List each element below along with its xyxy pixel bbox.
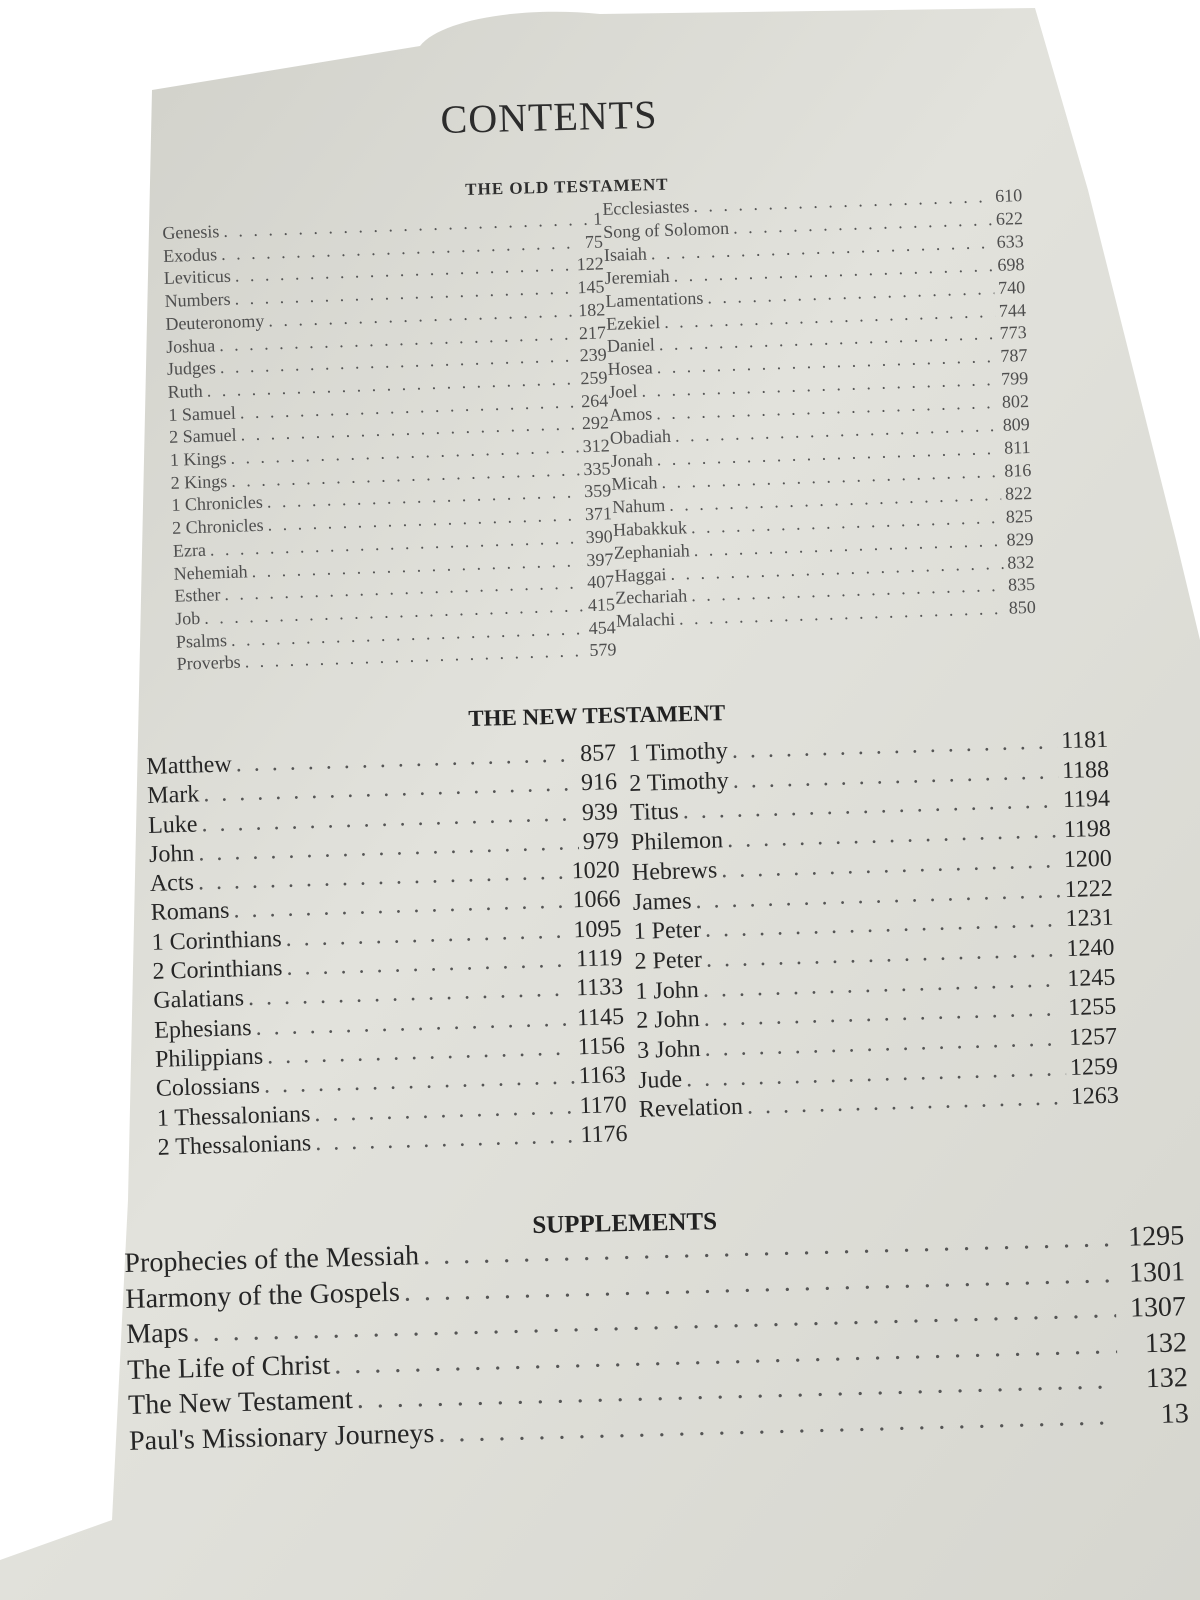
toc-entry-page-number: 811 [1003,436,1031,458]
toc-entry-title: Ezra [172,539,207,561]
toc-entry-title: Numbers [164,288,231,312]
toc-entry-page-number: 1 [592,208,603,229]
toc-entry-title: 2 Corinthians [152,955,283,985]
toc-entry-title: Joshua [165,334,216,357]
toc-entry-page-number: 1188 [1061,756,1110,784]
toc-entry-page-number: 1231 [1065,904,1114,933]
toc-entry-title: Malachi [615,609,676,632]
toc-entry-title: 1 Thessalonians [156,1100,311,1132]
toc-entry-title: Judges [166,357,217,380]
toc-entry-page-number: 939 [581,798,619,826]
new-testament-heading: THE NEW TESTAMENT [468,700,726,731]
toc-entry-page-number: 622 [995,207,1024,229]
toc-entry-page-number: 698 [997,253,1025,275]
toc-entry-title: 2 Samuel [168,424,237,448]
toc-entry-page-number: 916 [580,769,618,797]
toc-entry-title: Jude [637,1066,683,1094]
toc-entry-page-number: 787 [1000,345,1028,367]
toc-entry-page-number: 1257 [1068,1023,1118,1052]
supplements-list [124,1218,1189,1459]
toc-entry-title: Ezekiel [605,311,661,334]
toc-entry-page-number: 633 [996,230,1024,252]
toc-entry-title: Exodus [162,243,218,266]
toc-entry-page-number: 292 [581,412,610,434]
toc-entry-title: Nehemiah [173,560,248,584]
toc-entry-page-number: 264 [580,389,609,411]
toc-entry-page-number: 75 [584,231,604,252]
toc-entry-title: Leviticus [163,266,232,289]
toc-entry-page-number: 1263 [1070,1083,1120,1111]
toc-entry-page-number: 259 [580,367,608,389]
toc-entry-title: 1 Chronicles [171,492,264,516]
toc-entry-title: Revelation [638,1094,744,1124]
toc-entry-title: 1 Peter [633,917,702,946]
toc-entry-title: Psalms [175,629,228,652]
toc-entry-page-number: 454 [588,616,617,638]
toc-entry-title: The New Testament [127,1384,354,1421]
toc-entry-page-number: 1163 [578,1062,627,1090]
toc-entry-page-number: 1194 [1062,786,1111,814]
toc-entry-page-number: 1255 [1067,993,1117,1022]
new-testament-right-column [628,726,1119,1126]
toc-entry-page-number: 239 [579,344,607,366]
toc-entry-title: Isaiah [603,243,648,265]
toc-entry-title: Matthew [146,751,233,780]
toc-entry-page-number: 335 [583,458,611,479]
toc-entry-title: Titus [629,798,680,827]
toc-entry-page-number: 829 [1006,528,1034,550]
toc-entry-page-number: 145 [577,276,605,298]
toc-entry-title: Romans [150,898,230,927]
toc-entry-title: Colossians [155,1073,261,1103]
toc-entry-page-number: 809 [1002,414,1031,435]
toc-entry-page-number: 182 [577,299,606,321]
toc-entry-title: Harmony of the Gospels [124,1276,401,1315]
toc-entry-page-number: 1200 [1063,845,1113,873]
toc-entry-page-number: 1181 [1060,726,1109,755]
toc-entry-title: 1 John [635,976,700,1005]
toc-entry-page-number: 822 [1004,482,1033,504]
toc-entry-page-number: 217 [578,321,607,343]
toc-entry-title: James [632,887,692,916]
toc-entry-page-number: 132 [1144,1326,1188,1359]
toc-entry-page-number: 857 [579,740,617,768]
toc-entry-title: Jonah [610,449,654,471]
toc-entry-page-number: 1176 [580,1120,628,1149]
toc-entry-page-number: 816 [1003,459,1032,481]
toc-entry-page-number: 122 [576,253,604,275]
toc-entry-page-number: 1145 [576,1003,625,1031]
toc-entry-title: Maps [125,1317,189,1350]
toc-entry-page-number: 835 [1007,574,1036,596]
toc-entry-title: 2 Thessalonians [157,1130,312,1161]
toc-entry-title: 1 Timothy [628,738,729,767]
toc-entry-page-number: 850 [1008,597,1037,619]
toc-entry-title: Obadiah [609,425,672,448]
toc-entry-title: Micah [611,472,658,494]
toc-entry-title: Prophecies of the Messiah [124,1240,420,1279]
toc-entry-page-number: 579 [589,639,617,661]
toc-entry-page-number: 415 [587,594,616,616]
toc-entry-title: Lamentations [605,287,704,311]
old-testament-left-column [162,207,617,675]
toc-entry-title: Haggai [614,563,667,586]
toc-entry-title: 2 Timothy [628,767,730,797]
toc-entry-page-number: 1259 [1069,1053,1119,1081]
toc-entry-title: Song of Solomon [602,217,730,242]
toc-entry-title: Nahum [611,494,666,517]
toc-entry-title: Galatians [152,985,245,1015]
toc-entry-title: 2 Peter [634,946,703,975]
toc-entry-page-number: 312 [582,435,610,457]
toc-entry-page-number: 1020 [571,857,621,885]
toc-entry-title: Mark [146,781,200,810]
toc-entry-page-number: 744 [998,299,1027,321]
toc-entry-title: Zephaniah [613,539,691,563]
toc-entry-title: Hosea [607,357,653,380]
toc-entry-title: Jeremiah [604,265,670,288]
toc-entry-title: 2 Kings [170,470,228,493]
toc-entry-page-number: 802 [1001,391,1030,413]
toc-entry-title: Philippians [154,1043,264,1073]
toc-entry-title: Genesis [162,221,220,243]
toc-entry-page-number: 390 [585,526,613,547]
old-testament-heading: THE OLD TESTAMENT [465,174,669,199]
page-title: CONTENTS [440,91,658,142]
toc-entry-page-number: 1133 [575,974,624,1002]
toc-entry-page-number: 1198 [1063,815,1112,844]
toc-entry-title: The Life of Christ [126,1349,331,1386]
toc-entry-title: 1 Corinthians [151,925,282,956]
toc-entry-page-number: 799 [1000,368,1029,390]
toc-entry-page-number: 832 [1006,551,1035,573]
toc-entry-page-number: 1066 [572,886,621,914]
toc-entry-page-number: 1307 [1129,1291,1187,1324]
toc-entry-page-number: 407 [586,571,615,593]
toc-entry-page-number: 359 [583,480,612,502]
toc-entry-title: Esther [174,584,221,607]
toc-entry-title: Ruth [167,380,203,402]
toc-entry-title: 1 Kings [169,448,227,470]
toc-entry-title: Hebrews [631,857,718,886]
toc-entry-page-number: 773 [999,322,1028,344]
toc-entry-page-number: 397 [586,548,614,570]
toc-entry-title: 2 Chronicles [171,514,264,538]
toc-entry-page-number: 1156 [577,1032,626,1061]
toc-entry-page-number: 371 [584,503,613,525]
toc-entry-title: Zechariah [614,585,688,609]
toc-entry-title: Habakkuk [612,517,688,540]
toc-entry-title: Amos [608,403,653,426]
toc-entry-title: 2 John [635,1006,701,1035]
supplements-heading: SUPPLEMENTS [532,1208,718,1239]
toc-entry-title: Ecclesiastes [602,196,690,219]
toc-entry-title: Acts [149,869,195,898]
toc-entry-title: Daniel [606,334,656,357]
toc-entry-page-number: 1245 [1066,964,1116,992]
toc-entry-page-number: 610 [994,185,1023,206]
toc-entry-title: Deuteronomy [165,310,265,334]
toc-entry-title: Joel [608,381,638,403]
toc-entry-page-number: 1240 [1066,934,1115,963]
toc-entry-title: Philemon [630,827,724,857]
toc-entry-page-number: 132 [1145,1362,1189,1395]
toc-entry-page-number: 1295 [1127,1220,1185,1253]
toc-entry-title: Luke [147,811,198,839]
toc-entry-page-number: 979 [582,827,620,855]
toc-entry-page-number: 1222 [1064,875,1113,903]
toc-entry-page-number: 1170 [579,1091,628,1119]
toc-entry-title: 1 Samuel [168,402,237,425]
toc-entry-page-number: 1095 [573,915,622,944]
toc-entry-page-number: 1301 [1128,1255,1186,1289]
toc-entry-title: Proverbs [176,651,241,675]
toc-entry-title: John [148,840,195,868]
toc-entry-page-number: 825 [1005,505,1034,527]
new-testament-left-column [146,739,628,1163]
toc-entry-title: Ephesians [153,1014,252,1044]
toc-entry-title: 3 John [636,1036,701,1064]
toc-entry-title: Job [174,607,201,629]
toc-entry-page-number: 1119 [575,945,623,973]
toc-entry-page-number: 13 [1160,1397,1190,1430]
old-testament-right-column [602,184,1036,633]
toc-entry-page-number: 740 [997,276,1026,298]
toc-entry-title: Paul's Missionary Journeys [128,1417,435,1457]
